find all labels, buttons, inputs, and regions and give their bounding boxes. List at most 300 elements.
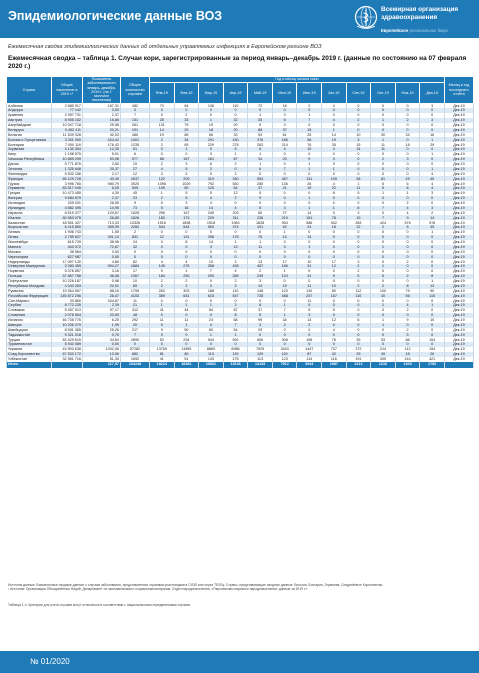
- table-cell: 3: [346, 259, 371, 264]
- table-cell: 10: [297, 259, 322, 264]
- table-cell: 3: [199, 284, 224, 289]
- table-cell: Дек-19: [444, 196, 473, 201]
- table-cell: 13146: [223, 362, 248, 368]
- table-cell: 0: [371, 230, 396, 235]
- table-cell: 40,49: [82, 176, 120, 181]
- footnotes: [8, 583, 470, 591]
- table-cell: 68: [223, 318, 248, 323]
- table-cell: Дек-19: [444, 201, 473, 206]
- table-cell: 4: [420, 181, 445, 186]
- table-cell: 0: [248, 342, 273, 347]
- table-cell: 1: [248, 113, 273, 118]
- table-cell: 0: [322, 123, 347, 128]
- table-cell: 291: [199, 137, 224, 142]
- table-cell: 978: [420, 220, 445, 225]
- table-cell: 4: [199, 196, 224, 201]
- table-cell: 275: [174, 264, 199, 269]
- table-cell: 203: [223, 211, 248, 216]
- table-cell: 35: [248, 118, 273, 123]
- table-cell: 1987: [322, 362, 347, 368]
- table-cell: 424: [371, 220, 396, 225]
- table-cell: 1367: [120, 274, 149, 279]
- table-cell: Дек-19: [444, 308, 473, 313]
- table-cell: 3 301 000: [51, 137, 82, 142]
- table-cell: 41: [150, 308, 175, 313]
- table-cell: 25,98: [82, 123, 120, 128]
- table-cell: 14: [272, 235, 297, 240]
- table-cell: 8: [223, 313, 248, 318]
- table-cell: 25,26: [82, 328, 120, 333]
- table-cell: 14: [297, 211, 322, 216]
- table-cell: 13: [223, 245, 248, 250]
- table-cell: 577: [120, 157, 149, 162]
- table-cell: 40: [371, 293, 396, 298]
- table-cell: 5 771 876: [51, 162, 82, 167]
- table-cell: 1706: [120, 289, 149, 294]
- table-cell: 11: [371, 142, 396, 147]
- table-cell: 0: [346, 308, 371, 313]
- table-cell: 0: [223, 108, 248, 113]
- table-cell: 3: [272, 206, 297, 211]
- table-cell: 2: [395, 259, 420, 264]
- table-cell: 184: [150, 274, 175, 279]
- table-cell: 0: [248, 230, 273, 235]
- country-cell: Северная Македония: [7, 264, 52, 269]
- country-cell: Швеция: [7, 323, 52, 328]
- table-cell: 340: [223, 176, 248, 181]
- country-cell: Республика Молдова: [7, 284, 52, 289]
- table-cell: 23: [272, 157, 297, 162]
- table-cell: Дек-19: [444, 162, 473, 167]
- table-cell: 3: [174, 172, 199, 177]
- table-cell: 1 198 575: [51, 152, 82, 157]
- country-cell: Португалия: [7, 279, 52, 284]
- page-footer: [0, 651, 479, 673]
- col-header-rate: Показатель заболеваемости январь–декабрь 2019 г. (на 1 миллион населения): [82, 77, 120, 104]
- table-cell: 2: [150, 279, 175, 284]
- table-cell: 32: [223, 118, 248, 123]
- table-cell: 263: [150, 289, 175, 294]
- table-cell: 5: [346, 191, 371, 196]
- country-cell: Нидерланды: [7, 259, 52, 264]
- table-cell: 42,03: [82, 133, 120, 138]
- table-cell: 13760: [150, 347, 175, 352]
- table-cell: 0: [272, 279, 297, 284]
- table-cell: 0: [272, 254, 297, 259]
- table-cell: 280: [248, 181, 273, 186]
- table-cell: 0: [223, 254, 248, 259]
- table-cell: 5: [248, 313, 273, 318]
- table-cell: 4: [199, 201, 224, 206]
- table-cell: 0: [199, 298, 224, 303]
- table-cell: 11: [297, 284, 322, 289]
- table-cell: 1: [223, 152, 248, 157]
- table-cell: 0: [395, 254, 420, 259]
- table-cell: 467: [272, 176, 297, 181]
- table-cell: 374: [223, 225, 248, 230]
- table-cell: 3: [346, 211, 371, 216]
- table-cell: 0: [395, 298, 420, 303]
- table-cell: 0: [371, 113, 396, 118]
- table-cell: 6,25: [82, 318, 120, 323]
- table-cell: 54: [223, 328, 248, 333]
- table-cell: 2: [248, 269, 273, 274]
- table-cell: 1,05: [82, 230, 120, 235]
- table-cell: 20,37: [82, 167, 120, 172]
- table-cell: 5: [199, 191, 224, 196]
- table-cell: 250: [174, 274, 199, 279]
- table-cell: 1: [174, 303, 199, 308]
- table-cell: 0: [223, 167, 248, 172]
- table-cell: 1: [371, 264, 396, 269]
- table-cell: 0: [322, 108, 347, 113]
- table-cell: 0: [223, 230, 248, 235]
- table-cell: 154: [420, 347, 445, 352]
- table-cell: 1: [223, 332, 248, 337]
- table-cell: 112: [395, 347, 420, 352]
- table-cell: 0: [346, 240, 371, 245]
- table-cell: 421: [420, 357, 445, 362]
- country-cell: Эстония: [7, 167, 52, 172]
- table-cell: 53: [150, 337, 175, 342]
- table-cell: 8: [174, 240, 199, 245]
- table-cell: Дек-19: [444, 303, 473, 308]
- table-cell: 3: [174, 201, 199, 206]
- table-cell: 606: [248, 337, 273, 342]
- table-cell: 0: [174, 230, 199, 235]
- table-cell: 980,79: [82, 181, 120, 186]
- col-header-month: Сен-19: [346, 83, 371, 104]
- table-cell: Дек-19: [444, 332, 473, 337]
- table-cell: 13: [420, 284, 445, 289]
- table-cell: 0: [297, 240, 322, 245]
- table-cell: 5: [248, 206, 273, 211]
- table-cell: 64: [174, 103, 199, 108]
- table-cell: 6: [248, 167, 273, 172]
- table-cell: 0: [199, 147, 224, 152]
- table-cell: 49: [395, 176, 420, 181]
- table-cell: 1: [420, 303, 445, 308]
- table-cell: 12: [120, 172, 149, 177]
- table-cell: 0: [322, 152, 347, 157]
- table-cell: 0: [420, 264, 445, 269]
- table-cell: 1: [297, 206, 322, 211]
- table-cell: 151: [297, 215, 322, 220]
- table-cell: 18 551 427: [51, 220, 82, 225]
- country-cell: Соед.Королевство: [7, 352, 52, 357]
- table-cell: Дек-19: [444, 313, 473, 318]
- footnote-population: ¹ Источник: Организация Объединённых Наций, Департамент по экономическим и социальным вопросам, Отдел народонаселения. «Перспективы мирового народонаселения: данные за 2019 г.»: [8, 587, 308, 592]
- table-cell: 2 759 627: [51, 235, 82, 240]
- table-cell: 0: [199, 172, 224, 177]
- table-cell: 110: [199, 352, 224, 357]
- table-cell: 60 550 075: [51, 215, 82, 220]
- table-cell: 0: [395, 245, 420, 250]
- table-cell: 4: [395, 206, 420, 211]
- table-cell: 300: [371, 357, 396, 362]
- country-cell: Швейцария: [7, 328, 52, 333]
- table-cell: 0: [395, 113, 420, 118]
- table-cell: 0: [322, 172, 347, 177]
- table-cell: 0: [395, 196, 420, 201]
- table-cell: 9 321 018: [51, 332, 82, 337]
- table-cell: 0: [371, 332, 396, 337]
- table-cell: Дек-19: [444, 191, 473, 196]
- table-cell: 10 047 718: [51, 123, 82, 128]
- table-cell: 428: [223, 264, 248, 269]
- table-cell: 482: [120, 103, 149, 108]
- table-cell: 2: [150, 137, 175, 142]
- table-cell: 1: [223, 240, 248, 245]
- country-cell: Азербайджан: [7, 123, 52, 128]
- table-cell: 11: [346, 186, 371, 191]
- table-cell: 0: [346, 157, 371, 162]
- table-cell: 19 364 557: [51, 289, 82, 294]
- table-cell: 0: [120, 108, 149, 113]
- table-cell: 14133: [248, 362, 273, 368]
- country-cell: Узбекистан: [7, 357, 52, 362]
- table-cell: Дек-19: [444, 323, 473, 328]
- table-cell: 9: [248, 196, 273, 201]
- table-cell: 76: [322, 337, 347, 342]
- table-cell: 3: [174, 162, 199, 167]
- country-cell: Кипр: [7, 152, 52, 157]
- table-cell: 0: [395, 147, 420, 152]
- table-cell: 1235: [120, 142, 149, 147]
- table-cell: 20: [174, 128, 199, 133]
- table-cell: 0,00: [82, 254, 120, 259]
- table-cell: 1: [297, 113, 322, 118]
- table-cell: 2: [395, 201, 420, 206]
- table-cell: 40: [420, 176, 445, 181]
- table-cell: 14,95: [82, 206, 120, 211]
- org-region-suffix: региональное бюро: [409, 28, 448, 33]
- table-cell: 33: [223, 133, 248, 138]
- table-cell: 0: [395, 240, 420, 245]
- table-cell: 0: [322, 230, 347, 235]
- table-cell: 0: [199, 230, 224, 235]
- table-cell: Дек-19: [444, 152, 473, 157]
- table-cell: Дек-19: [444, 108, 473, 113]
- table-cell: 219: [272, 215, 297, 220]
- table-cell: 77 142: [51, 108, 82, 113]
- table-cell: 48: [120, 313, 149, 318]
- table-cell: 4: [322, 181, 347, 186]
- table-cell: 402: [322, 220, 347, 225]
- table-cell: 10 036 379: [51, 323, 82, 328]
- table-cell: 2: [223, 259, 248, 264]
- col-header-months-group: Год и месяц начала сыпи: [150, 77, 445, 83]
- table-cell: 430: [223, 137, 248, 142]
- table-cell: 8 955 102: [51, 118, 82, 123]
- table-cell: 0: [371, 162, 396, 167]
- table-cell: 2 880 917: [51, 103, 82, 108]
- table-cell: 236: [248, 215, 273, 220]
- table-cell: 2,37: [82, 113, 120, 118]
- table-cell: 0: [199, 108, 224, 113]
- table-cell: 37: [272, 128, 297, 133]
- table-cell: 0: [371, 123, 396, 128]
- table-cell: Дек-19: [444, 284, 473, 289]
- table-cell: 0: [297, 279, 322, 284]
- table-cell: 554: [248, 176, 273, 181]
- table-cell: 167: [174, 157, 199, 162]
- table-cell: 34: [272, 318, 297, 323]
- table-cell: 0: [371, 240, 396, 245]
- table-cell: 249: [248, 274, 273, 279]
- table-cell: 1096: [150, 181, 175, 186]
- table-cell: 1216: [371, 362, 396, 368]
- table-cell: 0: [297, 172, 322, 177]
- table-cell: 2,37: [82, 196, 120, 201]
- table-cell: 10: [420, 318, 445, 323]
- table-cell: 0: [395, 279, 420, 284]
- country-cell: Черногория: [7, 254, 52, 259]
- table-cell: 0: [395, 103, 420, 108]
- table-cell: 2: [223, 196, 248, 201]
- country-cell: Армения: [7, 113, 52, 118]
- table-cell: 1: [371, 137, 396, 142]
- table-cell: 19: [150, 133, 175, 138]
- table-cell: 485: [120, 133, 149, 138]
- table-cell: 2284: [120, 225, 149, 230]
- table-cell: 104248: [120, 362, 149, 368]
- table-cell: 149: [150, 264, 175, 269]
- table-cell: Дек-19: [444, 167, 473, 172]
- measles-table-wrapper: [6, 76, 474, 368]
- table-cell: 191: [346, 357, 371, 362]
- table-cell: 0: [395, 250, 420, 255]
- table-cell: 1: [346, 181, 371, 186]
- country-cell: Турция: [7, 337, 52, 342]
- table-cell: 17 097 130: [51, 259, 82, 264]
- table-cell: 6: [248, 147, 273, 152]
- table-cell: 615: [199, 293, 224, 298]
- report-subtitle: Ежемесячная сводка эпидемиологических данных об отдельных управляемых инфекциях в Европейском регионе ВОЗ: [8, 44, 322, 50]
- table-cell: 0: [346, 328, 371, 333]
- table-cell: 1212: [346, 362, 371, 368]
- table-cell: 2: [150, 284, 175, 289]
- table-cell: 12: [322, 318, 347, 323]
- table-cell: Дек-19: [444, 113, 473, 118]
- table-cell: 2: [297, 103, 322, 108]
- table-cell: 21: [120, 303, 149, 308]
- table-cell: 12,35: [82, 147, 120, 152]
- table-cell: 18: [199, 128, 224, 133]
- col-header-month: Апр-19: [223, 83, 248, 104]
- table-cell: 180: [150, 215, 175, 220]
- table-cell: 3: [223, 303, 248, 308]
- table-cell: 576: [395, 220, 420, 225]
- table-cell: 0: [395, 313, 420, 318]
- table-cell: 586: [297, 220, 322, 225]
- table-cell: 0: [248, 250, 273, 255]
- table-cell: 229: [199, 142, 224, 147]
- table-cell: 0: [346, 196, 371, 201]
- table-cell: 0: [322, 313, 347, 318]
- table-cell: 4 043 263: [51, 284, 82, 289]
- table-cell: 0: [420, 123, 445, 128]
- table-cell: 0: [248, 201, 273, 206]
- table-cell: Дек-19: [444, 225, 473, 230]
- table-cell: 0: [346, 250, 371, 255]
- col-header-month: Окт-19: [371, 83, 396, 104]
- table-cell: 4: [223, 206, 248, 211]
- table-cell: 0: [371, 269, 396, 274]
- table-cell: 16: [174, 206, 199, 211]
- country-cell: Андорра: [7, 108, 52, 113]
- table-cell: 0: [174, 245, 199, 250]
- table-cell: 5: [174, 191, 199, 196]
- col-header-last-month: Месяц и год последнего отчёта: [444, 77, 473, 104]
- table-cell: 1: [371, 118, 396, 123]
- table-cell: 0: [322, 254, 347, 259]
- table-cell: 11: [174, 318, 199, 323]
- table-cell: 78: [322, 215, 347, 220]
- country-cell: Монако: [7, 250, 52, 255]
- table-cell: 19: [297, 186, 322, 191]
- table-cell: Дек-19: [444, 133, 473, 138]
- table-cell: 4: [199, 323, 224, 328]
- table-cell: 0: [346, 298, 371, 303]
- table-cell: 355,99: [82, 225, 120, 230]
- table-cell: Дек-19: [444, 172, 473, 177]
- table-cell: 7: [272, 167, 297, 172]
- table-cell: 143: [199, 357, 224, 362]
- table-cell: 3: [199, 152, 224, 157]
- table-cell: 2 957 731: [51, 113, 82, 118]
- table-cell: 23,09: [82, 313, 120, 318]
- table-cell: Дек-19: [444, 352, 473, 357]
- table-cell: 37 887 768: [51, 274, 82, 279]
- table-cell: 0: [199, 254, 224, 259]
- table-cell: 0: [420, 147, 445, 152]
- table-cell: Дек-19: [444, 147, 473, 152]
- country-cell: Норвегия: [7, 269, 52, 274]
- table-cell: 10: [297, 147, 322, 152]
- table-cell: 4: [322, 103, 347, 108]
- table-cell: 261: [120, 123, 149, 128]
- country-cell: Сербия: [7, 303, 52, 308]
- country-cell: Латвия: [7, 230, 52, 235]
- table-cell: 2: [150, 162, 175, 167]
- table-cell: 36,08: [82, 274, 120, 279]
- table-cell: 3,16: [82, 269, 120, 274]
- table-cell: 0: [272, 201, 297, 206]
- col-header-month: Янв-19: [150, 83, 175, 104]
- table-cell: 1401: [120, 137, 149, 142]
- table-cell: 0: [297, 332, 322, 337]
- table-cell: 123: [272, 357, 297, 362]
- table-cell: 0: [395, 162, 420, 167]
- table-cell: 0: [420, 245, 445, 250]
- table-cell: 0: [150, 230, 175, 235]
- table-cell: 0: [120, 254, 149, 259]
- table-cell: Дек-19: [444, 259, 473, 264]
- table-cell: 42: [322, 352, 347, 357]
- table-cell: 4 882 495: [51, 206, 82, 211]
- table-cell: 0: [420, 201, 445, 206]
- table-cell: 4: [420, 172, 445, 177]
- country-cell: Ирландия: [7, 206, 52, 211]
- table-cell: 0: [371, 279, 396, 284]
- table-cell: 51,30: [82, 357, 120, 362]
- table-cell: 84: [199, 308, 224, 313]
- table-cell: 0: [272, 240, 297, 245]
- table-cell: 122: [150, 176, 175, 181]
- table-cell: 0: [346, 313, 371, 318]
- table-cell: 27: [272, 211, 297, 216]
